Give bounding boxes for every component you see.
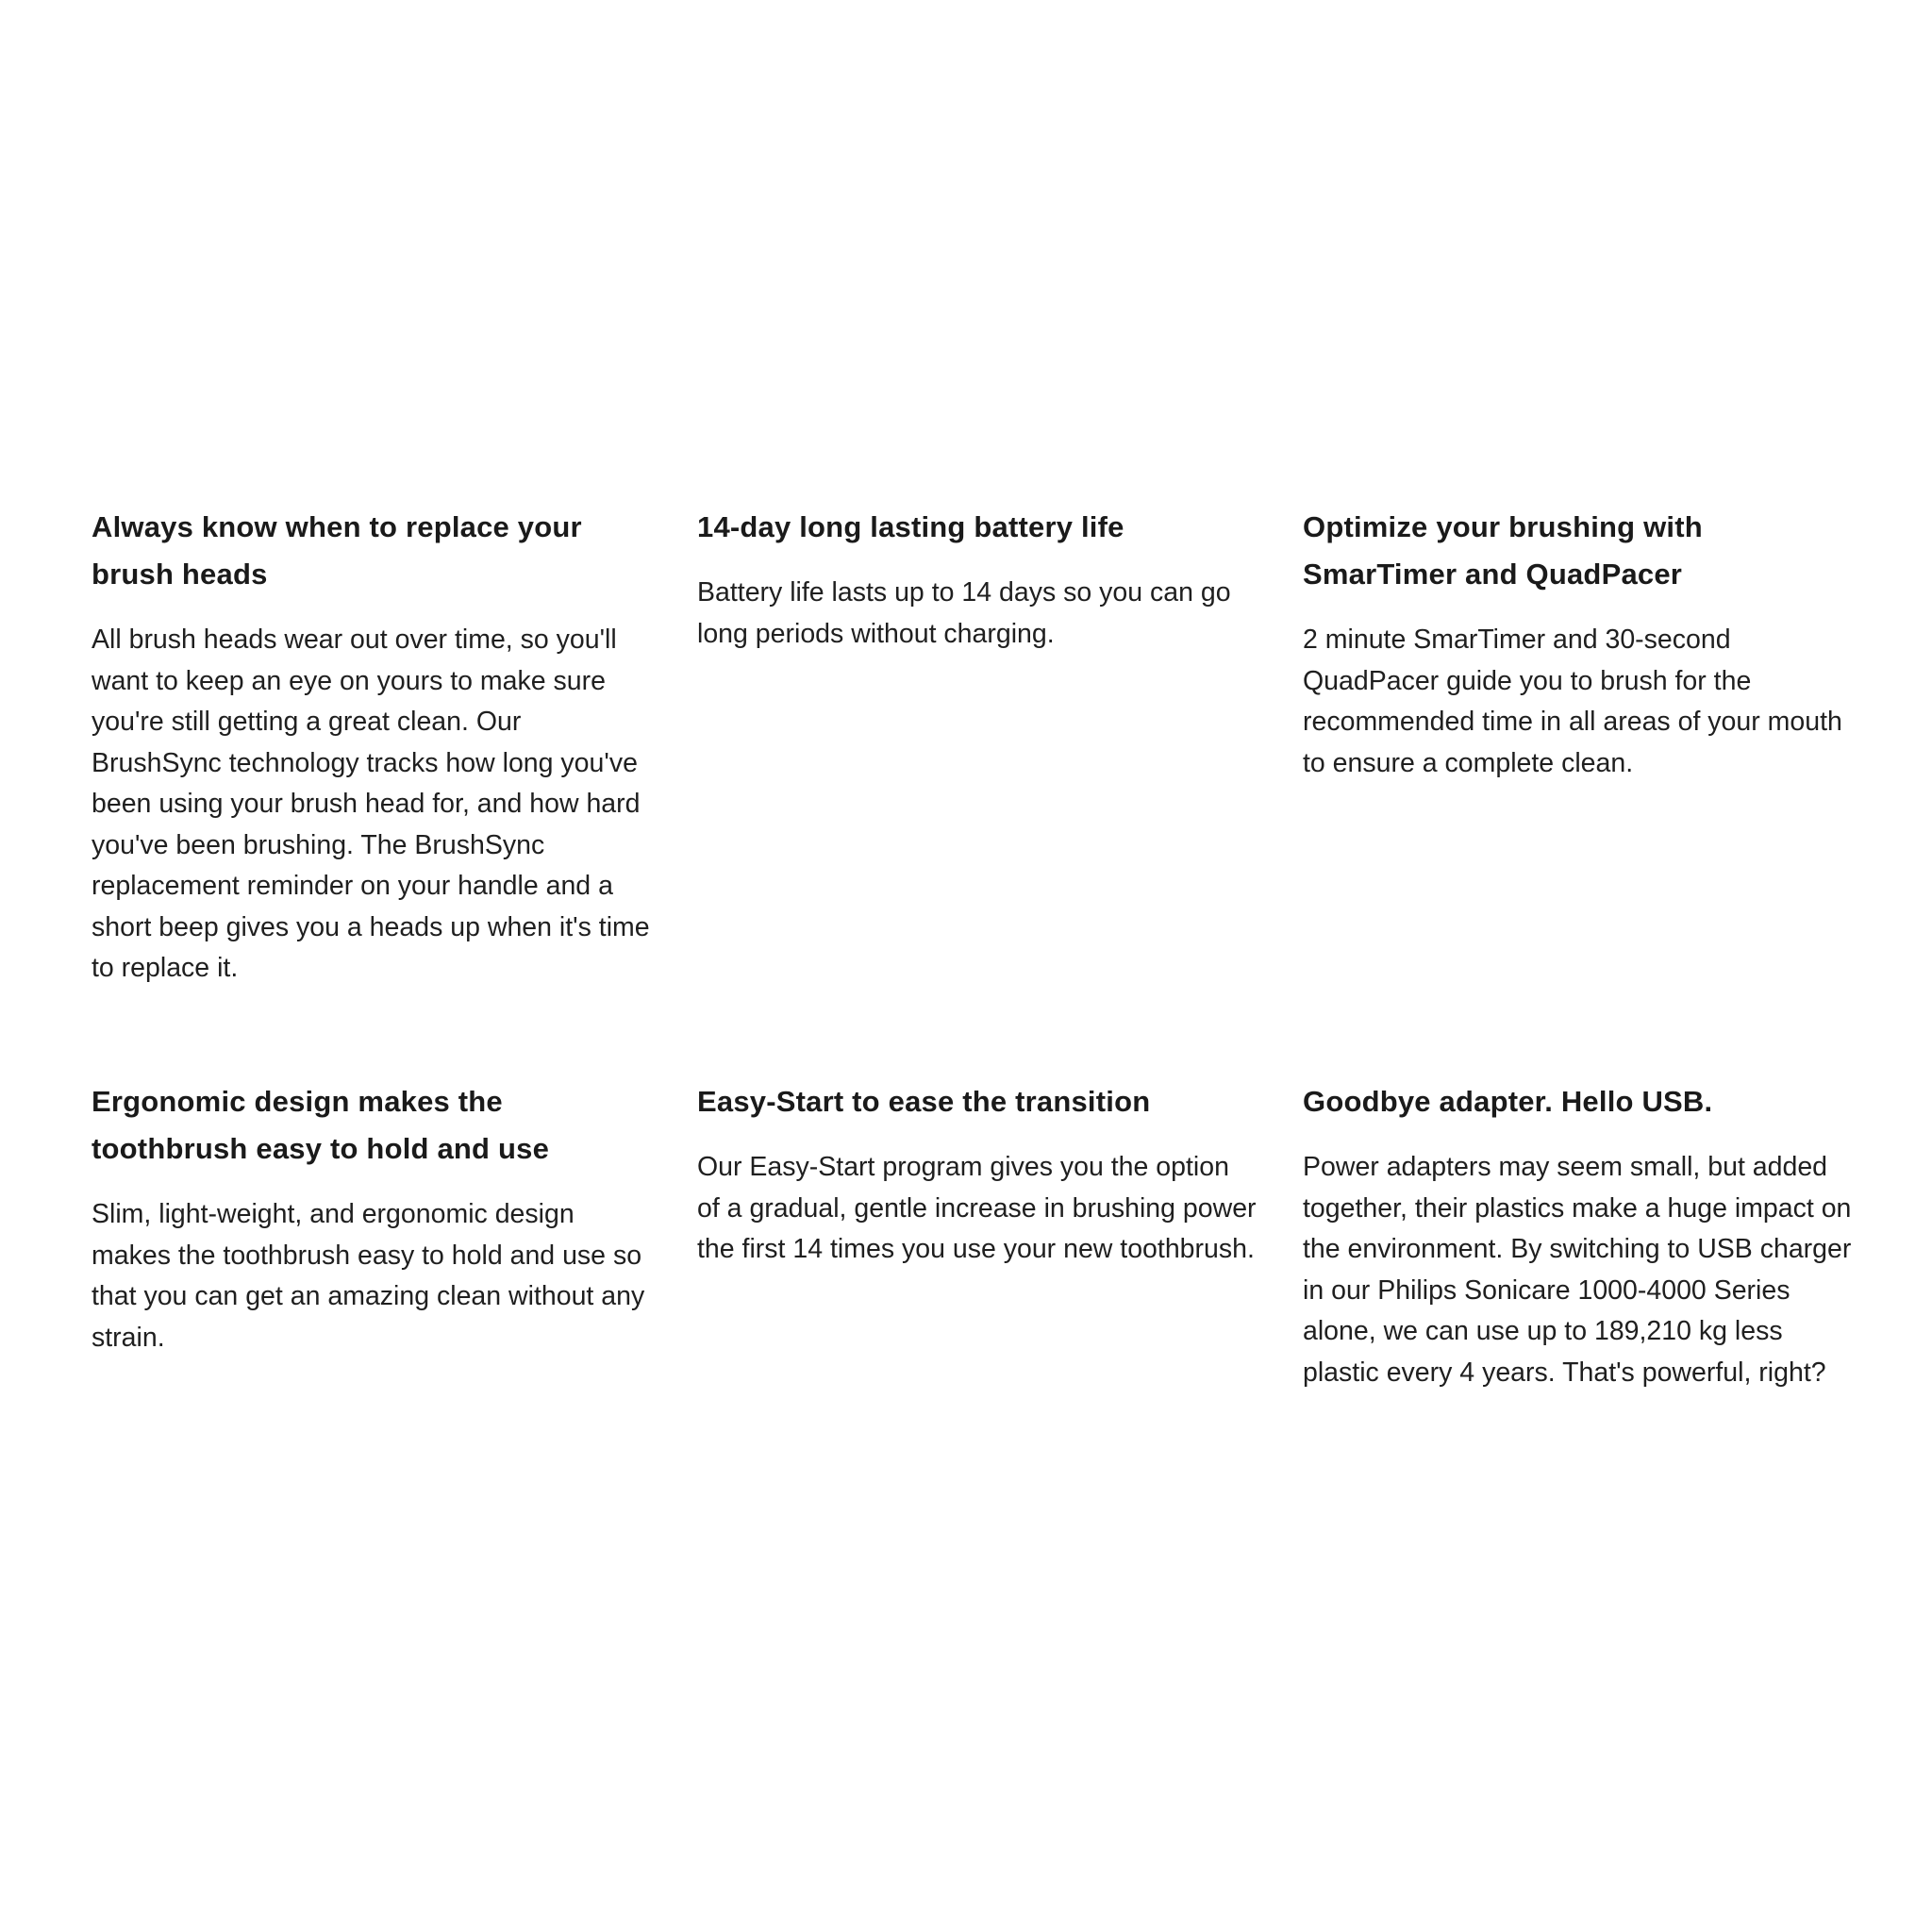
- feature-easy-start: [697, 1078, 1257, 1644]
- feature-title: Optimize your brushing with SmarTimer and QuadPacer: [1303, 510, 1703, 591]
- feature-description: Our Easy-Start program gives you the option of a gradual, gentle increase in brushing power the first 14 times you use your new toothbrush.: [697, 1152, 1257, 1264]
- feature-usb-charging: [1303, 1078, 1862, 1644]
- feature-title: 14-day long lasting battery life: [697, 510, 1124, 543]
- feature-title: Ergonomic design makes the toothbrush easy to hold and use: [92, 1085, 550, 1165]
- feature-smartimer-quadpacer: [1303, 504, 1862, 1078]
- feature-battery-life: [697, 504, 1257, 1078]
- feature-grid: [92, 504, 1865, 1644]
- feature-title: Easy-Start to ease the transition: [697, 1085, 1151, 1118]
- feature-description: Battery life lasts up to 14 days so you can go long periods without charging.: [697, 577, 1231, 649]
- feature-title: Always know when to replace your brush heads: [92, 510, 582, 591]
- feature-description: 2 minute SmarTimer and 30-second QuadPacer guide you to brush for the recommended time in all areas of your mouth to ensure a complete clean.: [1303, 625, 1842, 778]
- feature-ergonomic-design: [92, 1078, 651, 1644]
- feature-brush-head-replacement: [92, 504, 651, 1078]
- feature-description: Slim, light-weight, and ergonomic design makes the toothbrush easy to hold and use so that you can get an amazing clean without any strain.: [92, 1199, 645, 1353]
- feature-description: Power adapters may seem small, but added together, their plastics make a huge impact on the environment. By switching to USB charger in our Philips Sonicare 1000-4000 Series alone, we can use up to 189,210 kg less plastic every 4 years. That's powerful, right?: [1303, 1152, 1852, 1388]
- feature-description: All brush heads wear out over time, so you'll want to keep an eye on yours to make sure you're still getting a great clean. Our BrushSync technology tracks how long you've been using your brush head for, and how hard you've been brushing. The BrushSync replacement reminder on your handle and a short beep gives you a heads up when it's time to replace it.: [92, 625, 650, 983]
- feature-title: Goodbye adapter. Hello USB.: [1303, 1085, 1713, 1118]
